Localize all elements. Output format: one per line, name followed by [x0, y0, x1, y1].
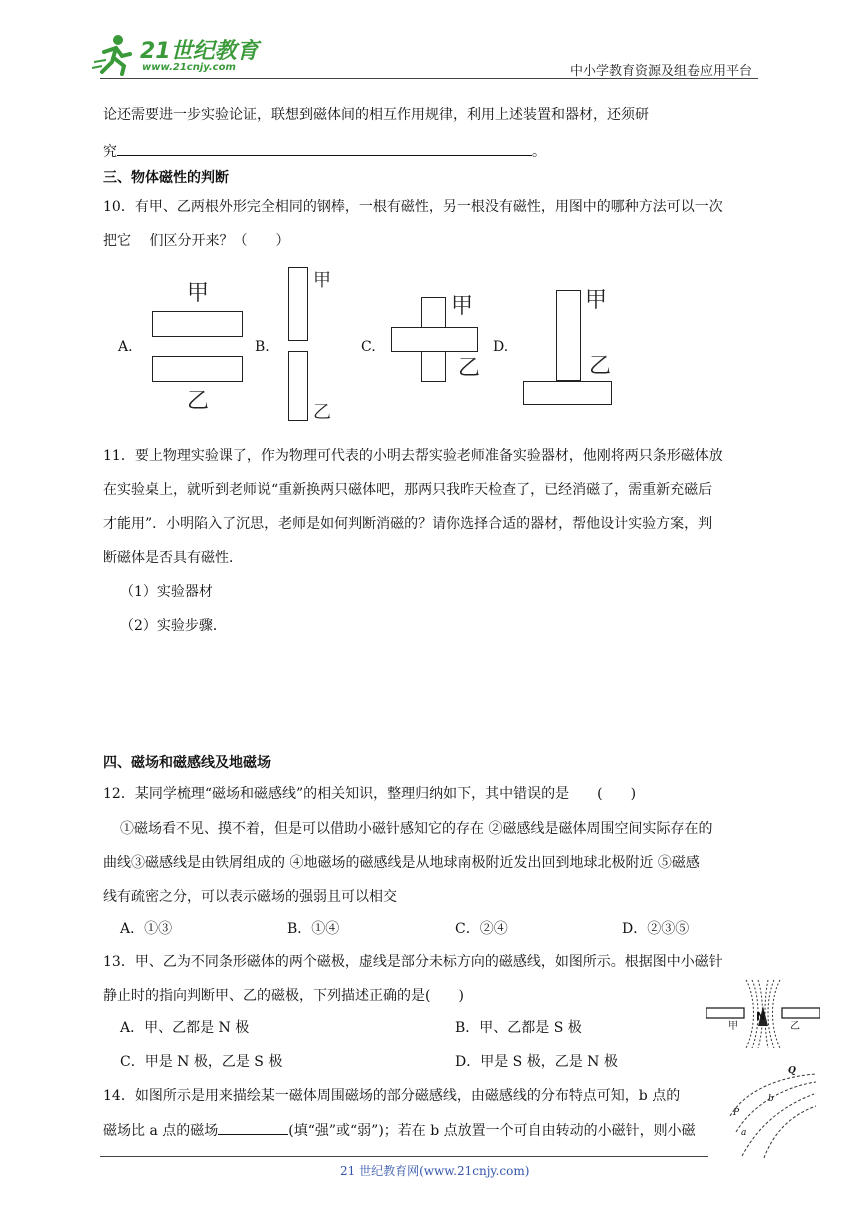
q11-sub-2: （2）实验步骤． [120, 618, 227, 634]
runner-logo-icon [92, 32, 136, 76]
q10-option-c[interactable]: C. [361, 339, 376, 355]
fig-label-p: P [733, 1108, 740, 1118]
intro-line-2 [103, 141, 546, 162]
q12-line-1: 12．某同学梳理“磁场和磁感线”的相关知识，整理归纳如下，其中错误的是 ( ) [103, 786, 637, 802]
q13-option-c[interactable]: C．甲是 N 极，乙是 S 极 [120, 1054, 283, 1070]
platform-name: 中小学教育资源及组卷应用平台 [570, 64, 753, 79]
q11-line-4: 断磁体是否具有磁性． [103, 550, 243, 566]
q11-line-1: 11．要上物理实验课了，作为物理可代表的小明去帮实验老师准备实验器材，他刚将两只条形磁体放 [103, 448, 723, 464]
fig-label-q: Q [788, 1066, 796, 1076]
q13-option-b[interactable]: B．甲、乙都是 S 极 [455, 1020, 582, 1036]
q10-option-d[interactable]: D. [493, 339, 509, 355]
label-yi: 乙 [187, 389, 210, 414]
logo-main-text: 21世纪教育 [140, 39, 259, 64]
q10-line-1: 10．有甲、乙两根外形完全相同的钢棒，一根有磁性，另一根没有磁性，用图中的哪种方法可以一次 [103, 199, 723, 215]
logo [92, 32, 262, 78]
header-rule [100, 78, 758, 79]
fig-label-n: N [756, 1010, 766, 1023]
q13-magnet-figure [706, 978, 820, 1050]
q10-line-2: 把它 们区分开来？（ ） [103, 233, 290, 249]
label-jia: 甲 [313, 270, 331, 291]
q14-field-figure [728, 1066, 820, 1160]
bar-yi [288, 351, 308, 421]
answer-blank[interactable] [117, 141, 532, 156]
label-yi: 乙 [313, 402, 331, 423]
bar-yi [391, 327, 478, 352]
q12-option-c[interactable]: C．②④ [455, 921, 508, 937]
q12-line-3: 曲线③磁感线是由铁屑组成的 ④地磁场的磁感线是从地球南极附近发出回到地球北极附近 ⑤磁感 [103, 855, 700, 871]
q12-option-d[interactable]: D．②③⑤ [622, 921, 690, 937]
q14-line-2-b: (填“强”或“弱”)；若在 b 点放置一个可自由转动的小磁针，则小磁 [288, 1123, 696, 1139]
q11-line-2: 在实验桌上，就听到老师说“重新换两只磁体吧，那两只我昨天检查了，已经消磁了，需重新充磁后 [103, 482, 713, 498]
logo-sub-text: www.21cnjy.com [142, 62, 236, 73]
fig-label-yi: 乙 [790, 1021, 800, 1032]
q11-sub-1: （1）实验器材 [120, 584, 213, 600]
q13-line-2: 静止时的指向判断甲、乙的磁极，下列描述正确的是( ) [103, 988, 464, 1004]
section-4-title: 四、磁场和磁感线及地磁场 [103, 755, 271, 771]
label-yi: 乙 [589, 354, 612, 379]
fig-label-b: b [768, 1094, 774, 1104]
field-curves-diagram [728, 1066, 820, 1160]
q13-option-a[interactable]: A．甲、乙都是 N 极 [120, 1020, 250, 1036]
label-yi: 乙 [458, 356, 481, 381]
label-jia: 甲 [585, 288, 608, 313]
q12-option-a[interactable]: A．①③ [120, 921, 173, 937]
q10-option-a[interactable]: A. [118, 339, 133, 355]
q12-line-4: 线有疏密之分，可以表示磁场的强弱且可以相交 [103, 889, 397, 905]
intro-line-2-start: 究 [103, 144, 117, 160]
section-3-title: 三、物体磁性的判断 [103, 170, 229, 186]
q12-line-2: ①磁场看不见、摸不着，但是可以借助小磁针感知它的存在 ②磁感线是磁体周围空间实际存在的 [120, 821, 713, 837]
label-jia: 甲 [451, 294, 474, 319]
bar-jia [152, 311, 243, 337]
q13-option-d[interactable]: D．甲是 S 极，乙是 N 极 [455, 1054, 618, 1070]
bar-jia [288, 267, 308, 341]
bar-jia [556, 290, 581, 381]
bar-yi [523, 381, 612, 405]
footer-text[interactable]: 21 世纪教育网(www.21cnjy.com) [340, 1164, 530, 1178]
q10-option-b[interactable]: B. [255, 339, 270, 355]
label-jia: 甲 [187, 281, 210, 306]
q11-line-3: 才能用”．小明陷入了沉思，老师是如何判断消磁的？请你选择合适的器材，帮他设计实验方案，判 [103, 516, 713, 532]
fig-label-jia: 甲 [728, 1021, 738, 1032]
intro-line-2-end: 。 [532, 144, 546, 160]
q12-option-b[interactable]: B．①④ [287, 921, 340, 937]
q14-line-1: 14．如图所示是用来描绘某一磁体周围磁场的部分磁感线，由磁感线的分布特点可知，b 点的 [103, 1088, 681, 1104]
fig-label-a: a [741, 1128, 747, 1138]
q13-line-1: 13．甲、乙为不同条形磁体的两个磁极，虚线是部分未标方向的磁感线，如图所示。根据图中小磁针 [103, 954, 723, 970]
q14-answer-blank[interactable] [218, 1120, 288, 1135]
q14-line-2 [103, 1120, 696, 1141]
intro-line-1: 论还需要进一步实验论证，联想到磁体间的相互作用规律，利用上述装置和器材，还须研 [103, 107, 649, 123]
q14-line-2-a: 磁场比 a 点的磁场 [103, 1123, 219, 1139]
bar-yi [152, 356, 243, 382]
footer-rule [100, 1156, 708, 1157]
